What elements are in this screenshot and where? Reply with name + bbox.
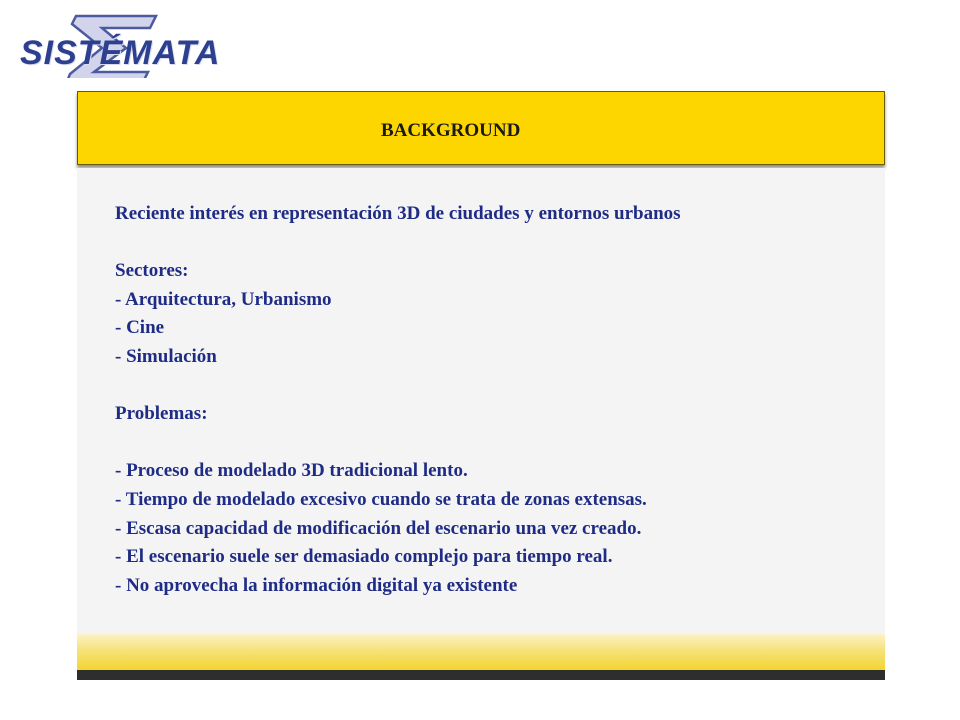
content-panel [77, 168, 885, 642]
title-banner [77, 91, 885, 165]
list-item: - El escenario suele ser demasiado complejo para tiempo real. [115, 546, 613, 568]
problemas-heading: Problemas: [115, 403, 208, 425]
logo-text: SISTÉMATA [20, 34, 221, 72]
list-item: - Cine [115, 317, 165, 339]
list-item: - No aprovecha la información digital ya existente [115, 574, 518, 596]
intro-text: Reciente interés en representación 3D de ciudades y entornos urbanos [115, 203, 681, 224]
list-item: - Proceso de modelado 3D tradicional lento. [115, 460, 468, 482]
footer-band [77, 634, 885, 670]
sectores-heading: Sectores: [115, 260, 189, 282]
list-item: - Simulación [115, 345, 217, 367]
footer-bar [77, 670, 885, 680]
list-item: - Tiempo de modelado excesivo cuando se trata de zonas extensas. [115, 488, 647, 510]
content-body [115, 200, 875, 600]
spacer [115, 229, 875, 258]
list-item: - Escasa capacidad de modificación del escenario una vez creado. [115, 517, 642, 539]
spacer [115, 429, 875, 458]
sistemata-logo [14, 14, 220, 78]
slide-title: BACKGROUND [381, 120, 521, 141]
spacer [115, 372, 875, 401]
list-item: - Arquitectura, Urbanismo [115, 288, 332, 310]
